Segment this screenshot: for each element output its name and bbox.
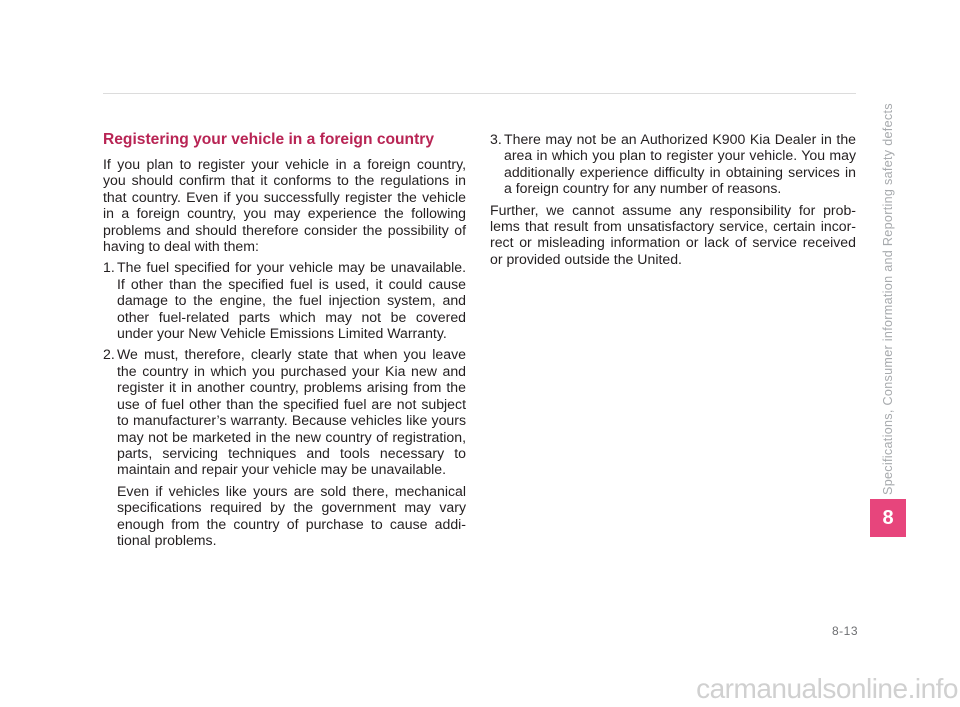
list-item xyxy=(490,131,856,197)
intro-paragraph: If you plan to register your vehicle in a foreign country, you should confirm that it conforms to the regulations in that country. Even if you successfully register the vehicle in a foreign country, you may experience the following problems and should therefore consider the possibility of having to deal with them: xyxy=(103,156,466,255)
list-item xyxy=(103,346,466,477)
right-column xyxy=(490,131,856,272)
list-item-number: 1. xyxy=(103,259,115,276)
list-item-number: 2. xyxy=(103,346,115,363)
section-heading: Registering your vehicle in a foreign country xyxy=(103,131,435,148)
list-item-number: 3. xyxy=(490,131,502,147)
closing-paragraph: Further, we cannot assume any responsibility for prob-lems that result from unsatisfactory service, certain incor-rect or misleading information or lack of service received or provided outside the United. xyxy=(490,201,856,267)
header-rule xyxy=(103,93,856,94)
continuation-paragraph: Even if vehicles like yours are sold there, mechanical specifications required by the government may vary enough from the country of purchase to cause addi-tional problems. xyxy=(117,482,466,548)
page-number: 8-13 xyxy=(831,624,858,638)
list-item-text: We must, therefore, clearly state that when you leave the country in which you purchased your Kia new and register it in another country, problems arising from the use of fuel other than the specified fuel are not subject to manufacturer’s warranty. Because vehicles like yours may not be marketed in the new country of registration, parts, servicing techniques and tools necessary to maintain and repair your vehicle may be unavailable. xyxy=(117,346,466,478)
list-item-text: The fuel specified for your vehicle may be unavailable. If other than the specified fuel is used, it could cause damage to the engine, the fuel injection system, and other fuel-related parts which may not be covered under your New Vehicle Emissions Limited Warranty. xyxy=(117,259,466,342)
chapter-sidebar xyxy=(870,95,906,495)
left-column xyxy=(103,131,466,553)
sidebar-title: Specifications, Consumer information and Reporting safety defects xyxy=(881,103,895,495)
list-item-text: There may not be an Authorized K900 Kia Dealer in the area in which you plan to register your vehicle. You may additionally experience difficulty in obtaining services in a foreign country for any number of reasons. xyxy=(504,131,856,197)
chapter-tab xyxy=(870,499,906,537)
list-item xyxy=(103,259,466,341)
footer-watermark: carmanualsonline.info xyxy=(696,673,958,704)
chapter-number: 8 xyxy=(882,506,894,529)
